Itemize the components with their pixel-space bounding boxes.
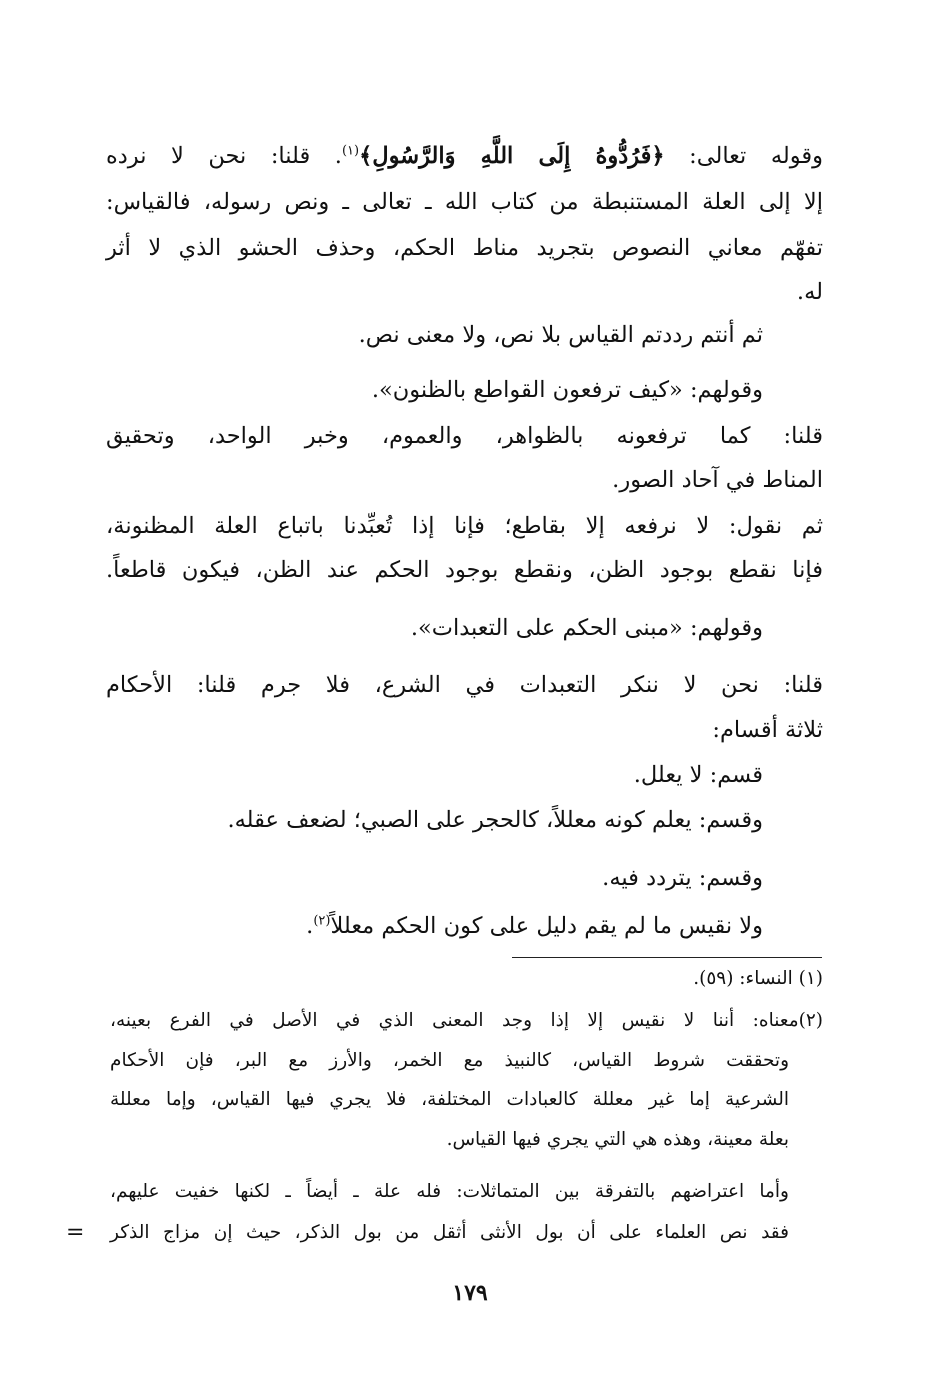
footnote-2-line-3: الشرعية إما غير معللة كالعبادات المختلفة، فلا يجري فيها القياس، وإما معللة <box>110 1089 789 1110</box>
body-line-8: المناط في آحاد الصور. <box>612 467 823 493</box>
body-line-13: ثلاثة أقسام: <box>712 717 823 743</box>
footnote-1: (١) النساء: (٥٩). <box>693 968 823 989</box>
body-line-15: وقسم: يعلم كونه معللاً، كالحجر على الصبي؛ لضعف عقله. <box>227 807 763 833</box>
body-line-17-end: . <box>306 913 314 939</box>
footnote-2-line-5: وأما اعتراضهم بالتفرقة بين المتماثلات: فله علة ـ أيضاً ـ لكنها خفيت عليهم، <box>110 1181 789 1202</box>
body-line-7: قلنا: كما ترفعونه بالظواهر، والعموم، وخبر الواحد، وتحقيق <box>106 423 823 449</box>
body-line-10: فإنا نقطع بوجود الظن، ونقطع بوجود الحكم عند الظن، فيكون قاطعاً. <box>106 557 823 583</box>
body-line-6: وقولهم: «كيف ترفعون القواطع بالظنون». <box>371 377 763 403</box>
body-line-17-text: ولا نقيس ما لم يقم دليل على كون الحكم معللاً <box>330 913 763 939</box>
footnote-ref-1[interactable]: (١) <box>341 143 360 159</box>
body-line-5: ثم أنتم رددتم القياس بلا نص، ولا معنى نص. <box>358 322 763 348</box>
body-line-3: تفهّم معاني النصوص بتجريد مناط الحكم، وحذف الحشو الذي لا أثر <box>106 235 823 261</box>
body-line-9: ثم نقول: لا نرفعه إلا بقاطع؛ فإنا إذا تُعبِّدنا باتباع العلة المظنونة، <box>106 513 823 539</box>
footnote-separator <box>512 957 822 958</box>
footnote-2-line-1: (٢)معناه: أننا لا نقيس إلا إذا وجد المعنى الذي في الأصل في الفرع بعينه، <box>110 1010 823 1031</box>
page-number: ١٧٩ <box>452 1280 488 1306</box>
footnote-2-line-2: وتحققت شروط القياس، كالنبيذ مع الخمر، والأرز مع البر، فإن الأحكام <box>110 1050 789 1071</box>
footnote-2-line-4: بعلة معينة، وهذه هي التي يجري فيها القياس. <box>446 1129 789 1150</box>
body-line-16: وقسم: يتردد فيه. <box>602 865 763 891</box>
body-line-1 <box>106 136 823 176</box>
body-line-12: قلنا: نحن لا ننكر التعبدات في الشرع، فلا جرم قلنا: الأحكام <box>106 672 823 698</box>
body-line-11: وقولهم: «مبنى الحكم على التعبدات». <box>410 615 763 641</box>
quran-verse: ﴿فَرُدُّوهُ إِلَى اللَّهِ وَالرَّسُولِ﴾ <box>359 143 665 169</box>
footnote-2-line-6: فقد نص العلماء على أن بول الأنثى أثقل من بول الذكر، حيث إن مزاج الذكر <box>110 1222 789 1243</box>
body-line-17 <box>306 906 763 946</box>
body-line-14: قسم: لا يعلل. <box>633 762 763 788</box>
body-line-2: إلا إلى العلة المستنبطة من كتاب الله ـ تعالى ـ ونص رسوله، فالقياس: <box>106 189 823 215</box>
continuation-mark: = <box>66 1220 85 1245</box>
footnote-ref-2[interactable]: (٢) <box>313 913 331 929</box>
body-line-4: له. <box>796 279 823 305</box>
body-line-1-intro: وقوله تعالى: <box>664 143 823 169</box>
body-line-1-rest: . قلنا: نحن لا نرده <box>106 143 342 169</box>
